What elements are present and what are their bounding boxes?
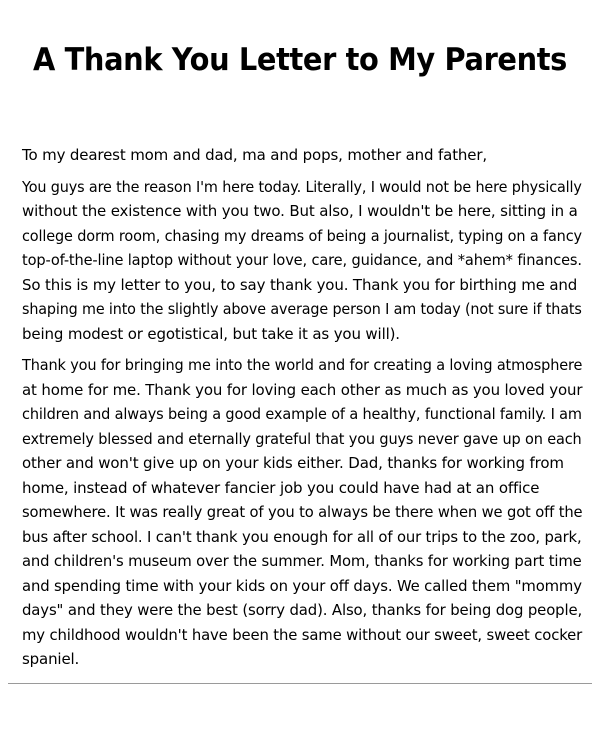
text-line: You guys are the reason I'm here today. Literally, I would not be here physically [22, 177, 582, 196]
text-line: college dorm room, chasing my dreams of being a journalist, typing on a fancy [22, 226, 582, 245]
greeting-paragraph [22, 143, 582, 168]
text-line: top-of-the-line laptop without your love, care, guidance, and *ahem* finances. [22, 251, 582, 269]
text-line: So this is my letter to you, to say thank you. Thank you for birthing me and [22, 275, 578, 294]
text-line: children and always being a good example of a healthy, functional family. I am [22, 405, 582, 423]
text-line: shaping me into the slightly above average person I am today (not sure if thats [22, 300, 582, 318]
text-line: Thank you for bringing me into the world and for creating a loving atmosphere [22, 356, 583, 374]
text-line: home, instead of whatever fancier job you could have had at an office [22, 478, 540, 497]
text-line: extremely blessed and eternally grateful that you guys never gave up on each [22, 429, 582, 448]
text-line: To my dearest mom and dad, ma and pops, mother and father, [22, 146, 488, 164]
text-line: and children's museum over the summer. Mom, thanks for working part time [22, 552, 582, 570]
page-title: A Thank You Letter to My Parents [33, 42, 567, 78]
text-line: other and won't give up on your kids either. Dad, thanks for working from [22, 454, 564, 472]
text-line: being modest or egotistical, but take it as you will). [22, 324, 400, 343]
text-line: and spending time with your kids on your off days. We called them "mommy [22, 576, 582, 595]
text-line: spaniel. [22, 650, 80, 668]
text-line: days" and they were the best (sorry dad). Also, thanks for being dog people, [22, 601, 583, 619]
first-paragraph [22, 175, 582, 347]
letter-body [22, 143, 582, 679]
text-line: without the existence with you two. But also, I wouldn't be here, sitting in a [22, 202, 578, 220]
text-line: bus after school. I can't thank you enough for all of our trips to the zoo, park, [22, 527, 582, 546]
text-line: my childhood wouldn't have been the same without our sweet, sweet cocker [22, 625, 583, 644]
bottom-divider [8, 683, 592, 684]
text-line: at home for me. Thank you for loving each other as much as you loved your [22, 380, 583, 399]
second-paragraph [22, 353, 582, 672]
text-line: somewhere. It was really great of you to always be there when we got off the [22, 503, 583, 521]
